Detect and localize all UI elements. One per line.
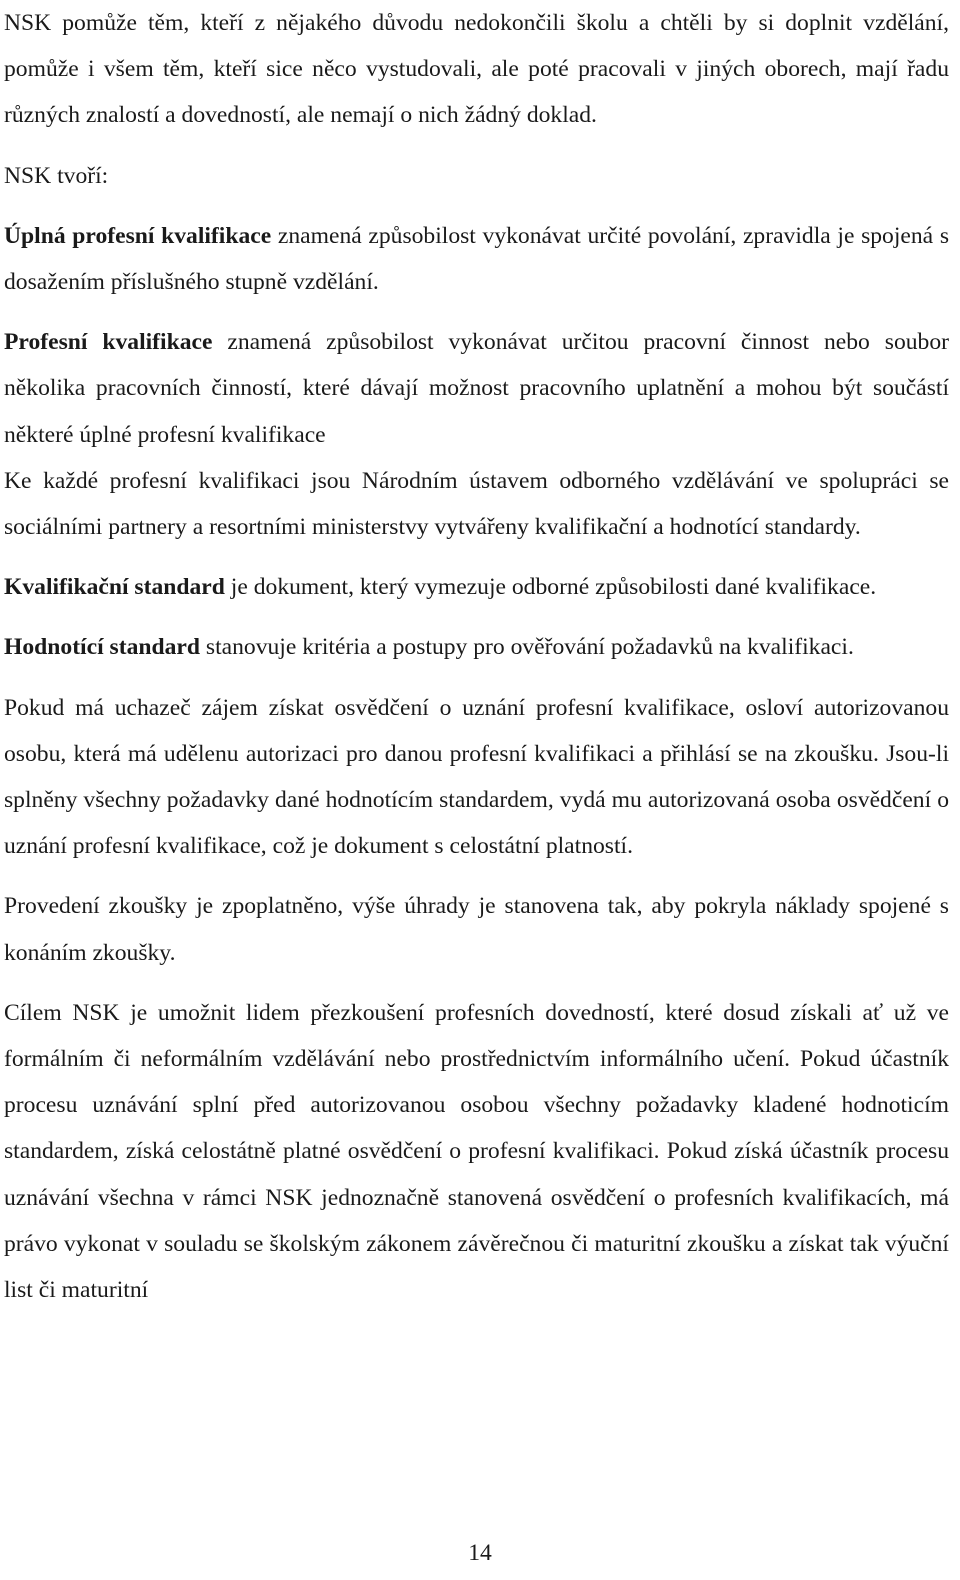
term-professional-qualification: Profesní kvalifikace xyxy=(4,329,213,356)
paragraph-qualification-standard xyxy=(4,564,949,610)
definition-qualification-standard: je dokument, který vymezuje odborné způsobilosti dané kvalifikace. xyxy=(224,574,877,601)
document-page xyxy=(4,0,949,1313)
page-number: 14 xyxy=(468,1540,492,1566)
paragraph-applicant-process: Pokud má uchazeč zájem získat osvědčení o uznání profesní kvalifikace, osloví autorizovanou osobu, která má udělenu autorizaci pro danou profesní kvalifikaci a přihlásí se na zkoušku. Jsou-li splněny všechny požadavky dané hodnotícím standardem, vydá mu autorizovaná osoba osvědčení o uznání profesní kvalifikace, což je dokument s celostátní platností. xyxy=(4,694,949,860)
paragraph-nsk-consists: NSK tvoří: xyxy=(4,162,109,189)
paragraph-intro: NSK pomůže těm, kteří z nějakého důvodu nedokončili školu a chtěli by si doplnit vzdělání, pomůže i všem těm, kteří sice něco vystudovali, ale poté pracovali v jiných oborech, mají řadu různých znalostí a dovedností, ale nemají o nich žádný doklad. xyxy=(4,10,949,129)
term-full-qualification: Úplná profesní kvalifikace xyxy=(4,222,272,249)
term-evaluation-standard: Hodnotící standard xyxy=(4,634,200,661)
definition-full-qualification: znamená způsobilost vykonávat určité povolání, zpravidla je spojená s dosažením příslušného stupně vzdělání. xyxy=(4,222,949,296)
paragraph-nsk-goal: Cílem NSK je umožnit lidem přezkoušení profesních dovedností, které dosud získali ať už ve formálním či neformálním vzdělávání nebo prostřednictvím informálního učení. Pokud účastník procesu uznávání splní před autorizovanou osobou všechny požadavky kladené hodnoticím standardem, získá celostátně platné osvědčení o profesní kvalifikaci. Pokud získá účastník procesu uznávání všechna v rámci NSK jednoznačně stanovená osvědčení o profesních kvalifikacích, má právo vykonat v souladu se školským zákonem závěrečnou či maturitní zkoušku a získat tak výuční list či maturitní xyxy=(4,999,949,1304)
paragraph-standards: Ke každé profesní kvalifikaci jsou Národním ústavem odborného vzdělávání ve spolupráci se sociálními partnery a resortními ministerstvy vytvářeny kvalifikační a hodnotící standardy. xyxy=(4,467,949,541)
paragraph-full-qualification xyxy=(4,213,949,305)
definition-professional-qualification: znamená způsobilost vykonávat určitou pracovní činnost nebo soubor několika pracovních činností, které dávají možnost pracovního uplatnění a mohou být součástí některé úplné profesní kvalifikace xyxy=(4,329,949,448)
term-qualification-standard: Kvalifikační standard xyxy=(4,574,225,601)
paragraph-exam-fee: Provedení zkoušky je zpoplatněno, výše úhrady je stanovena tak, aby pokryla náklady spojené s konáním zkoušky. xyxy=(4,893,949,966)
paragraph-professional-qualification xyxy=(4,319,949,458)
definition-evaluation-standard: stanovuje kritéria a postupy pro ověřování požadavků na kvalifikaci. xyxy=(200,634,854,661)
paragraph-evaluation-standard xyxy=(4,624,949,670)
